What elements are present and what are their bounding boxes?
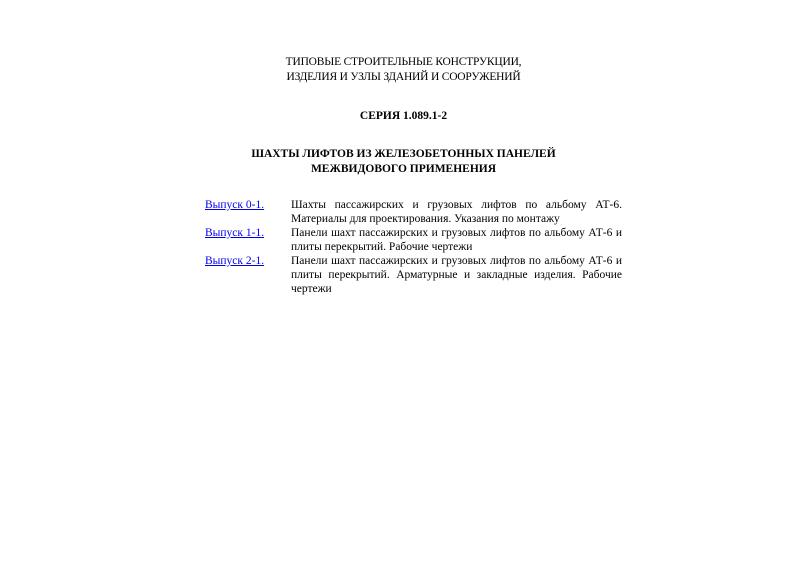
issue-item-1-1 bbox=[205, 226, 622, 254]
issues-list bbox=[205, 198, 622, 296]
issue-item-2-1 bbox=[205, 254, 622, 296]
series-number: СЕРИЯ 1.089.1-2 bbox=[359, 110, 448, 122]
header-line-1: ТИПОВЫЕ СТРОИТЕЛЬНЫЕ КОНСТРУКЦИИ, bbox=[285, 56, 522, 68]
issue-description: Шахты пассажирских и грузовых лифтов по альбому АТ-6. Материалы для проектирования. Указания по монтажу bbox=[291, 199, 622, 225]
subject-title bbox=[0, 147, 807, 177]
issue-description: Панели шахт пассажирских и грузовых лифтов по альбому АТ-6 и плиты перекрытий. Арматурные и закладные изделия. Рабочие чертежи bbox=[291, 255, 622, 295]
issue-link-1-1[interactable]: Выпуск 1-1. bbox=[205, 227, 265, 239]
subject-line-2: МЕЖВИДОВОГО ПРИМЕНЕНИЯ bbox=[310, 163, 497, 175]
issue-link-0-1[interactable]: Выпуск 0-1. bbox=[205, 199, 265, 211]
issue-item-0-1 bbox=[205, 198, 622, 226]
series-title bbox=[0, 109, 807, 124]
document-header bbox=[0, 55, 807, 85]
header-line-2: ИЗДЕЛИЯ И УЗЛЫ ЗДАНИЙ И СООРУЖЕНИЙ bbox=[286, 71, 521, 83]
subject-line-1: ШАХТЫ ЛИФТОВ ИЗ ЖЕЛЕЗОБЕТОННЫХ ПАНЕЛЕЙ bbox=[251, 148, 556, 160]
issue-link-2-1[interactable]: Выпуск 2-1. bbox=[205, 255, 265, 267]
issue-description: Панели шахт пассажирских и грузовых лифтов по альбому АТ-6 и плиты перекрытий. Рабочие чертежи bbox=[291, 227, 622, 253]
